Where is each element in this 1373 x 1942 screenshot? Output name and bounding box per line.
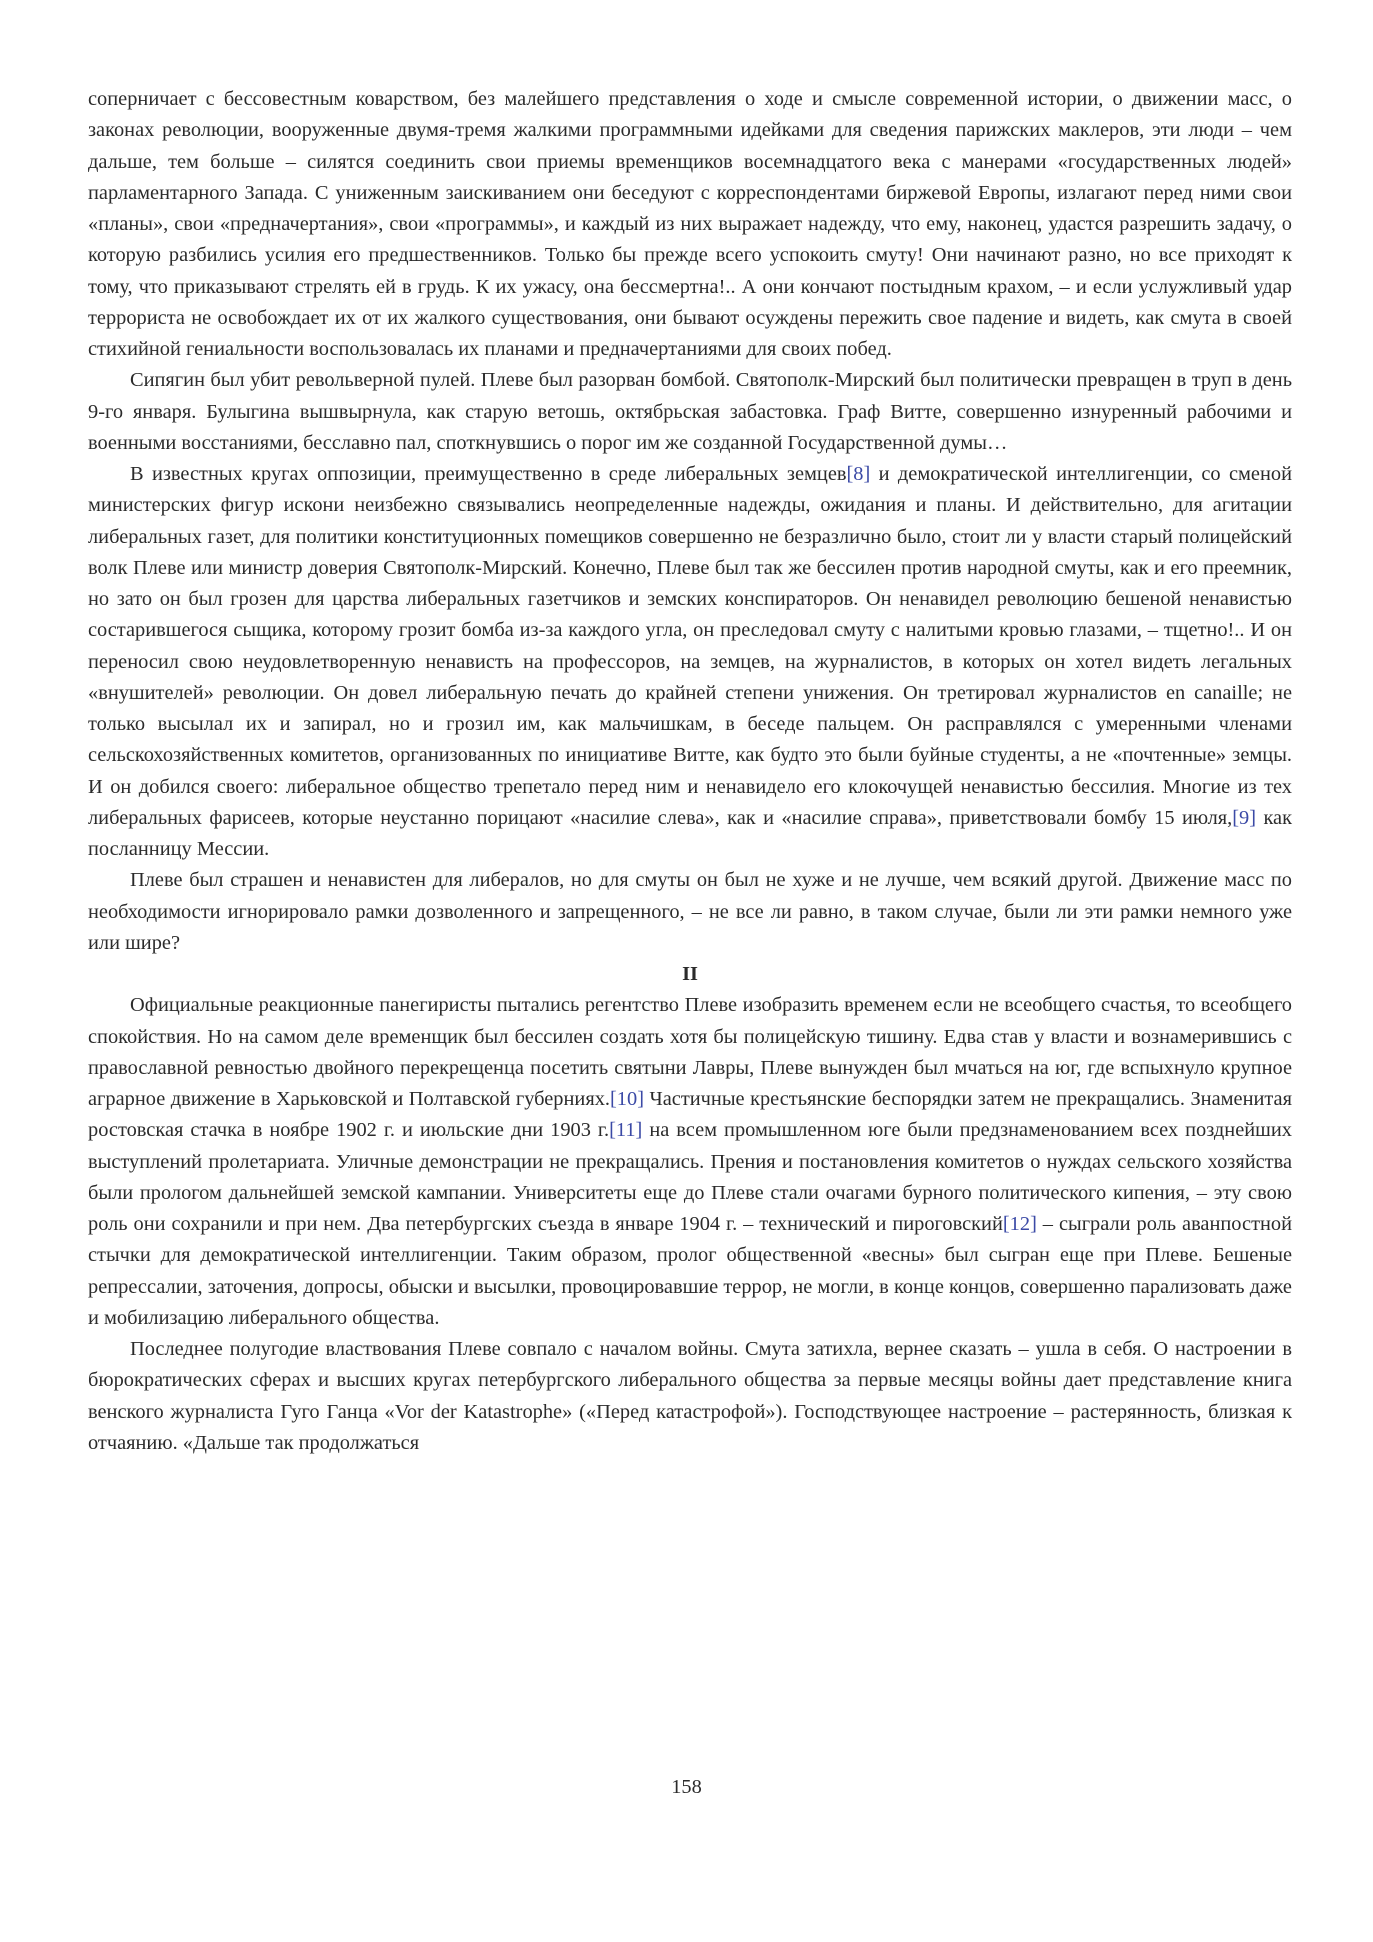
paragraph-3 bbox=[88, 459, 1292, 865]
paragraph-1 bbox=[88, 84, 1292, 365]
page-number: 158 bbox=[671, 1776, 702, 1798]
paragraph-2 bbox=[88, 365, 1292, 459]
paragraph-text: Последнее полугодие властвования Плеве совпало с началом войны. Смута затихла, вернее сказать – ушла в себя. О настроении в бюрократических сферах и высших кругах петербургского либерального общества за первые месяцы войны дает представление книга венского журналиста Гуго Ганца «Vor der Katastrophe» («Перед катастрофой»). Господствующее настроение – растерянность, близкая к отчаянию. «Дальше так продолжаться bbox=[88, 1338, 1292, 1454]
paragraph-text: и демократической интеллигенции, со сменой министерских фигур искони неизбежно связывались неопределенные надежды, ожидания и планы. И действительно, для агитации либеральных газет, для политики конституционных помещиков совершенно не безразлично было, стоит ли у власти старый полицейский волк Плеве или министр доверия Святополк-Мирский. Конечно, Плеве был так же бессилен против народной смуты, как и его преемник, но зато он был грозен для царства либеральных газетчиков и земских конспираторов. Он ненавидел революцию бешеной ненавистью состарившегося сыщика, которому грозит бомба из-за каждого угла, он преследовал смуту с налитыми кровью глазами, – тщетно!.. И он переносил свою неудовлетворенную ненависть на профессоров, на земцев, на журналистов, в которых он хотел видеть легальных «внушителей» революции. Он довел либеральную печать до крайней степени унижения. Он третировал журналистов en canaille; не только высылал их и запирал, но и грозил им, как мальчишкам, в беседе пальцем. Он расправлялся с умеренными членами сельскохозяйственных комитетов, организованных по инициативе Витте, как будто это были буйные студенты, а не «почтенные» земцы. И он добился своего: либеральное общество трепетало перед ним и ненавидело его клокочущей ненавистью бессилия. Многие из тех либеральных фарисеев, которые неустанно порицают «насилие слева», как и «насилие справа», приветствовали бомбу 15 июля, bbox=[88, 463, 1292, 829]
page-body bbox=[88, 84, 1292, 1459]
footnote-link-12[interactable]: [12] bbox=[1002, 1213, 1037, 1235]
paragraph-text: Сипягин был убит револьверной пулей. Плеве был разорван бомбой. Святополк-Мирский был политически превращен в труп в день 9-го января. Булыгина вышвырнула, как старую ветошь, октябрьская забастовка. Граф Витте, совершенно изнуренный рабочими и военными восстаниями, бесславно пал, споткнувшись о порог им же созданной Государственной думы… bbox=[88, 369, 1292, 454]
paragraph-6 bbox=[88, 1334, 1292, 1459]
paragraph-4 bbox=[88, 865, 1292, 959]
paragraph-text: соперничает с бессовестным коварством, без малейшего представления о ходе и смысле современной истории, о движении масс, о законах революции, вооруженные двумя-тремя жалкими программными идейками для сведения парижских маклеров, эти люди – чем дальше, тем больше – силятся соединить свои приемы временщиков восемнадцатого века с манерами «государственных людей» парламентарного Запада. С униженным заискиванием они беседуют с корреспондентами биржевой Европы, излагают перед ними свои «планы», свои «предначертания», свои «программы», и каждый из них выражает надежду, что ему, наконец, удастся разрешить задачу, о которую разбились усилия его предшественников. Только бы прежде всего успокоить смуту! Они начинают разно, но все приходят к тому, что приказывают стрелять ей в грудь. К их ужасу, она бессмертна!.. А они кончают постыдным крахом, – и если услужливый удар террориста не освобождает их от их жалкого существования, они бывают осуждены пережить свое падение и видеть, как смута в своей стихийной гениальности воспользовалась их планами и предначертаниями для своих побед. bbox=[88, 88, 1292, 360]
paragraph-5 bbox=[88, 990, 1292, 1334]
section-heading: II bbox=[682, 963, 698, 985]
footnote-link-8[interactable]: [8] bbox=[846, 463, 871, 485]
paragraph-text: Официальные реакционные панегиристы пытались регентство Плеве изобразить временем если не всеобщего счастья, то всеобщего спокойствия. Но на самом деле временщик был бессилен создать хотя бы полицейскую тишину. Едва став у власти и вознамерившись с православной ревностью двойного перекрещенца посетить святыни Лавры, Плеве вынужден был мчаться на юг, где вспыхнуло крупное аграрное движение в Харьковской и Полтавской губерниях. bbox=[88, 994, 1292, 1110]
paragraph-text: как посланницу Мессии. bbox=[88, 806, 1292, 860]
footnote-link-10[interactable]: [10] bbox=[610, 1088, 644, 1110]
paragraph-text: – сыграли роль аванпостной стычки для демократической интеллигенции. Таким образом, пролог общественной «весны» был сыгран еще при Плеве. Бешеные репрессалии, заточения, допросы, обыски и высылки, провоцировавшие террор, не могли, в конце концов, совершенно парализовать даже и мобилизацию либерального общества. bbox=[88, 1213, 1292, 1329]
paragraph-text: Частичные крестьянские беспорядки затем не прекращались. Знаменитая ростовская стачка в ноябре 1902 г. и июльские дни 1903 г. bbox=[88, 1088, 1292, 1142]
footnote-link-11[interactable]: [11] bbox=[609, 1119, 643, 1142]
paragraph-text: В известных кругах оппозиции, преимущественно в среде либеральных земцев bbox=[130, 463, 847, 485]
paragraph-text: на всем промышленном юге были предзнаменованием всех позднейших выступлений пролетариата. Уличные демонстрации не прекращались. Прения и постановления комитетов о нуждах сельского хозяйства были прологом дальнейшей земской кампании. Университеты еще до Плеве стали очагами бурного политического кипения, – эту свою роль они сохранили и при нем. Два петербургских съезда в январе 1904 г. – технический и пироговский bbox=[88, 1119, 1292, 1235]
paragraph-text: Плеве был страшен и ненавистен для либералов, но для смуты он был не хуже и не лучше, чем всякий другой. Движение масс по необходимости игнорировало рамки дозволенного и запрещенного, – не все ли равно, в таком случае, были ли эти рамки немного уже или шире? bbox=[88, 869, 1292, 954]
footnote-link-9[interactable]: [9] bbox=[1232, 806, 1257, 829]
